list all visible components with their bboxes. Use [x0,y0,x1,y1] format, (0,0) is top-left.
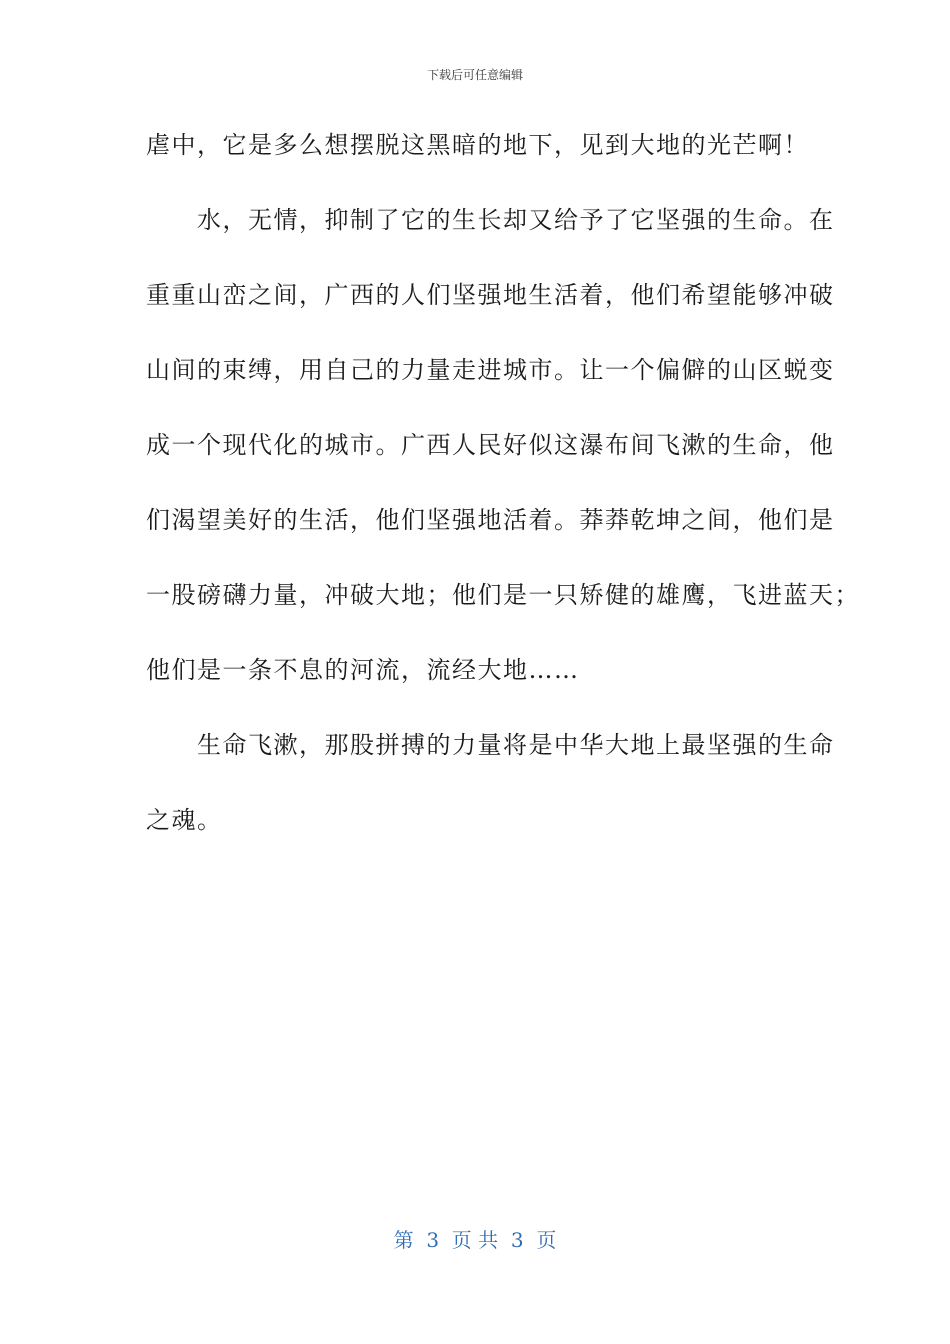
body-line: 重重山峦之间，广西的人们坚强地生活着，他们希望能够冲破 [146,281,835,309]
body-line: 山间的束缚，用自己的力量走进城市。让一个偏僻的山区蜕变 [146,356,835,384]
body-line: 一股磅礴力量，冲破大地；他们是一只矫健的雄鹰，飞进蓝天； [146,581,860,609]
body-line: 成一个现代化的城市。广西人民好似这瀑布间飞漱的生命，他 [146,431,835,459]
document-body [146,108,860,858]
page-number-footer: 第 3 页 共 3 页 [393,1228,557,1252]
body-line: 他们是一条不息的河流，流经大地…… [146,656,580,684]
body-line: 水，无情，抑制了它的生长却又给予了它坚强的生命。在 [146,206,835,234]
page-header: 下载后可任意编辑 [426,68,523,82]
body-line: 虐中，它是多么想摆脱这黑暗的地下，见到大地的光芒啊！ [146,131,809,159]
body-line: 们渴望美好的生活，他们坚强地活着。莽莽乾坤之间，他们是 [146,506,835,534]
body-line: 之魂。 [146,806,223,834]
body-line: 生命飞漱，那股拼搏的力量将是中华大地上最坚强的生命 [146,731,835,759]
